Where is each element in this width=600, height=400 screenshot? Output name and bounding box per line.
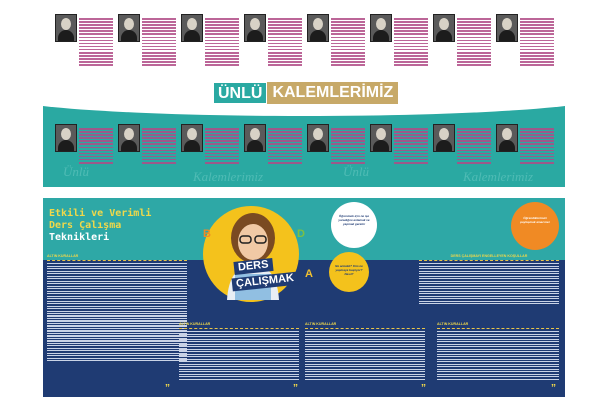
letter-decoration: B (203, 228, 211, 240)
bio-text (520, 128, 554, 165)
writer-photo (118, 124, 140, 152)
poster-title-line1: Etkili ve Verimli (49, 208, 152, 219)
writer-photo (55, 124, 77, 152)
rules-text (47, 263, 187, 361)
bio-text (457, 18, 491, 68)
bio-text (79, 18, 113, 68)
quote-mark: ” (551, 383, 556, 394)
letter-decoration: D (297, 228, 305, 240)
bio-text (331, 128, 365, 165)
writer-photo (433, 14, 455, 42)
bio-text (142, 18, 176, 68)
bio-text (394, 18, 428, 68)
bio-text (457, 128, 491, 165)
watermark: Kalemlerimiz (463, 169, 534, 184)
writer-photo (244, 14, 266, 42)
famous-writers-banner (43, 4, 565, 187)
writer-photo (118, 14, 140, 42)
obstacles-column (419, 254, 559, 306)
rules-column (437, 322, 559, 381)
quote-mark: ” (421, 383, 426, 394)
banner-title-part1: ÜNLÜ (213, 82, 267, 104)
bio-text (268, 128, 302, 165)
bio-text (205, 128, 239, 165)
bio-text (142, 128, 176, 165)
study-techniques-poster (43, 198, 565, 397)
watermark: Kalemlerimiz (193, 169, 264, 184)
bio-text (268, 18, 302, 68)
writer-photo (496, 124, 518, 152)
bio-text (394, 128, 428, 165)
writer-photo (181, 124, 203, 152)
watermark: Ünlü (343, 164, 369, 179)
badge-line2: ÇALIŞMAK (232, 272, 299, 292)
writer-photo (181, 14, 203, 42)
poster-title-line2: Ders Çalışma (49, 220, 122, 231)
tip-bubble: Ne anladık? Kim ne yapmaya başlıyor? Nasıl? (329, 252, 369, 292)
writer-photo (244, 124, 266, 152)
bio-text (331, 18, 365, 68)
banner-title-part2: KALEMLERİMİZ (267, 82, 398, 104)
tip-bubble: Öğrendiklerimizi paylaşmak amacımız (511, 202, 559, 250)
writer-photo (370, 14, 392, 42)
writer-photo (307, 124, 329, 152)
section-label: ALTIN KURALLAR (437, 322, 469, 326)
section-label: ALTIN KURALLAR (47, 254, 79, 258)
rules-column (305, 322, 425, 381)
bio-text (79, 128, 113, 165)
writer-photo (433, 124, 455, 152)
ders-calismak-badge (234, 260, 298, 302)
writer-photo (307, 14, 329, 42)
rules-column (47, 254, 187, 363)
badge-line1: DERS (233, 258, 273, 275)
letter-decoration: A (305, 268, 313, 280)
tip-bubble: Öğrenmek için ne işe yaradığını anlamak ve yapmak gerekir (331, 202, 377, 248)
bio-text (520, 18, 554, 68)
section-label: DERS ÇALIŞMAYI ENGELLEYEN KOŞULLAR (450, 254, 528, 258)
section-label: ALTIN KURALLAR (179, 322, 211, 326)
writer-photo (55, 14, 77, 42)
rules-column (179, 322, 299, 381)
quote-mark: ” (165, 383, 170, 394)
watermark: Ünlü (63, 164, 89, 179)
rules-text (305, 331, 425, 379)
writer-photo (496, 14, 518, 42)
poster-title-line3: Teknikleri (49, 232, 110, 243)
quote-mark: ” (293, 383, 298, 394)
obstacles-text (419, 263, 559, 304)
section-label: ALTIN KURALLAR (305, 322, 337, 326)
rules-text (437, 331, 559, 379)
banner-title (213, 82, 398, 104)
poster-title (49, 208, 151, 244)
bio-text (205, 18, 239, 68)
writer-photo (370, 124, 392, 152)
rules-text (179, 331, 299, 379)
